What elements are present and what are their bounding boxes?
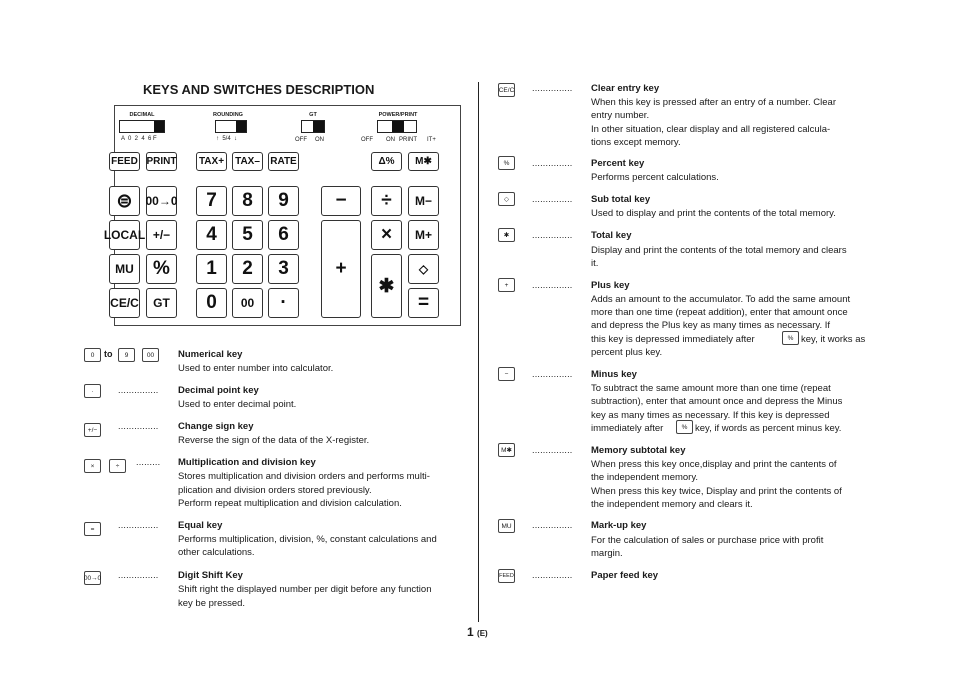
zero-key[interactable]: 0 [196, 288, 227, 318]
rounding-switch-label: ROUNDING [213, 112, 243, 118]
digit-shift-icon: 00→0 [84, 571, 101, 585]
digit-shift-key-desc-2: key be pressed. [178, 598, 246, 609]
memory-subtotal-key-name: Memory subtotal key [591, 445, 686, 456]
total-icon: ✱ [498, 228, 515, 242]
memory-subtotal-desc-3: When press this key twice, Display and print the contents of [591, 486, 842, 497]
tax-minus-key[interactable]: TAX– [232, 152, 263, 171]
digit-shift-key[interactable]: 00→0 [146, 186, 177, 216]
memory-minus-key[interactable]: M− [408, 186, 439, 216]
total-key-name: Total key [591, 230, 632, 241]
subtotal-key[interactable]: ◇ [408, 254, 439, 284]
leader-dots: ............... [532, 570, 573, 580]
section-title: KEYS AND SWITCHES DESCRIPTION [143, 82, 375, 97]
subtotal-key-desc: Used to display and print the contents of the total memory. [591, 208, 836, 219]
decimal-switch-ticks: A 0 2 4 6 F [121, 136, 157, 142]
memory-subtotal-desc-1: When press this key once,display and print the cantents of [591, 459, 837, 470]
minus-icon: − [498, 367, 515, 381]
clear-entry-key-name: Clear entry key [591, 83, 660, 94]
page-number: 1 (E) [467, 625, 488, 639]
minus-key-desc-1: To subtract the same amount more than one time (repeat [591, 383, 831, 394]
leader-dots: ............... [532, 230, 573, 240]
decimal-point-icon: · [84, 384, 101, 398]
plus-icon: + [498, 278, 515, 292]
rounding-switch-ticks: ↑ 5/4 ↓ [216, 136, 238, 142]
paper-feed-key-name: Paper feed key [591, 570, 659, 581]
decimal-key-desc: Used to enter decimal point. [178, 399, 297, 410]
numerical-key-name: Numerical key [178, 349, 243, 360]
power-off-label: OFF [361, 137, 373, 143]
minus-key-desc-3: key as many times as necessary. If this key is depressed [591, 410, 830, 421]
leader-dots: ............... [532, 194, 573, 204]
equal-key[interactable]: = [408, 288, 439, 318]
power-switch-label: POWER/PRINT [378, 112, 418, 118]
calculator-diagram [103, 105, 461, 326]
markup-key-desc-2: margin. [591, 548, 623, 559]
divide-key[interactable]: ÷ [371, 186, 402, 216]
leader-dots: ............... [532, 445, 573, 455]
percent-icon-inline: % [782, 331, 799, 345]
six-key[interactable]: 6 [268, 220, 299, 250]
percent-key[interactable]: % [146, 254, 177, 284]
equal-key-desc-2: other calculations. [178, 547, 255, 558]
decimal-switch-label: DECIMAL [129, 112, 155, 118]
percent-icon-inline: % [676, 420, 693, 434]
column-divider [478, 82, 479, 622]
multiply-icon: × [84, 459, 101, 473]
plus-key-desc-4b: key, it works as [801, 334, 866, 345]
markup-key-name: Mark-up key [591, 520, 647, 531]
local-key[interactable]: LOCAL [109, 220, 140, 250]
paper-feed-icon: FEED [498, 569, 515, 583]
memory-plus-key[interactable]: M+ [408, 220, 439, 250]
decimal-switch[interactable] [119, 120, 165, 133]
clear-entry-desc-2: entry number. [591, 110, 650, 121]
percent-icon: % [498, 156, 515, 170]
minus-key[interactable]: − [321, 186, 361, 216]
gt-off-label: OFF [295, 137, 307, 143]
leader-dots: ............... [532, 369, 573, 379]
nine-icon: 9 [118, 348, 135, 362]
muldiv-key-name: Multiplication and division key [178, 457, 316, 468]
divide-icon: ÷ [109, 459, 126, 473]
equal-icon: = [84, 522, 101, 536]
round-key[interactable]: ⊜ [109, 186, 140, 216]
plus-key-desc-2: more than one time (repeat addition), enter that amount once [591, 307, 848, 318]
plus-key-desc-3: and depress the Plus key as many times as necessary. If [591, 320, 831, 331]
change-sign-icon: +/− [84, 423, 101, 437]
subtotal-key-name: Sub total key [591, 194, 651, 205]
leader-dots: ............... [118, 520, 159, 530]
nine-key[interactable]: 9 [268, 186, 299, 216]
two-key[interactable]: 2 [232, 254, 263, 284]
decimal-key-name: Decimal point key [178, 385, 259, 396]
decimal-point-key[interactable]: · [268, 288, 299, 318]
double-zero-icon: 00 [142, 348, 159, 362]
percent-key-desc: Performs percent calculations. [591, 172, 719, 183]
power-on-label: ON [386, 137, 395, 143]
clear-entry-key[interactable]: CE/C [109, 288, 140, 318]
plus-key-name: Plus key [591, 280, 630, 291]
change-sign-key[interactable]: +/− [146, 220, 177, 250]
memory-subtotal-icon: M✱ [498, 443, 515, 457]
markup-key-desc-1: For the calculation of sales or purchase price with profit [591, 535, 824, 546]
grand-total-key[interactable]: GT [146, 288, 177, 318]
to-text: to [104, 349, 113, 359]
subtotal-icon: ◇ [498, 192, 515, 206]
plus-key-desc-1: Adds an amount to the accumulator. To add the same amount [591, 294, 851, 305]
markup-key[interactable]: MU [109, 254, 140, 284]
minus-key-desc-4a: immediately after [591, 423, 664, 434]
total-key-desc-2: it. [591, 258, 599, 269]
percent-key-name: Percent key [591, 158, 645, 169]
tax-plus-key[interactable]: TAX+ [196, 152, 227, 171]
feed-key[interactable]: FEED [109, 152, 140, 171]
plus-key-desc-5: percent plus key. [591, 347, 663, 358]
leader-dots: ............... [118, 421, 159, 431]
delta-percent-key[interactable]: Δ% [371, 152, 402, 171]
plus-key-desc-4a: this key is depressed immediately after [591, 334, 755, 345]
leader-dots: ............... [532, 280, 573, 290]
plus-key[interactable]: + [321, 220, 361, 318]
leader-dots: ............... [532, 83, 573, 93]
print-key[interactable]: PRINT [146, 152, 177, 171]
leader-dots: ......... [136, 457, 161, 467]
power-print-label: PRINT [399, 137, 417, 143]
zero-icon: 0 [84, 348, 101, 362]
one-key[interactable]: 1 [196, 254, 227, 284]
leader-dots: ............... [118, 570, 159, 580]
double-zero-key[interactable]: 00 [232, 288, 263, 318]
leader-dots: ............... [532, 520, 573, 530]
equal-key-name: Equal key [178, 520, 223, 531]
leader-dots: ............... [532, 158, 573, 168]
power-itplus-label: IT+ [427, 137, 436, 143]
memory-subtotal-desc-4: the independent memory and clears it. [591, 499, 753, 510]
memory-subtotal-desc-2: the independent memory. [591, 472, 699, 483]
rate-key[interactable]: RATE [268, 152, 299, 171]
leader-dots: ............... [118, 385, 159, 395]
equal-key-desc-1: Performs multiplication, division, %, constant calculations and [178, 534, 437, 545]
minus-key-name: Minus key [591, 369, 637, 380]
four-key[interactable]: 4 [196, 220, 227, 250]
multiply-key[interactable]: × [371, 220, 402, 250]
digit-shift-key-desc-1: Shift right the displayed number per digit before any function [178, 584, 432, 595]
muldiv-key-desc-1: Stores multiplication and division orders and performs multi- [178, 471, 430, 482]
five-key[interactable]: 5 [232, 220, 263, 250]
digit-shift-key-name: Digit Shift Key [178, 570, 243, 581]
clear-entry-desc-1: When this key is pressed after an entry of a number. Clear [591, 97, 837, 108]
total-key-desc-1: Display and print the contents of the total memory and clears [591, 245, 847, 256]
gt-on-label: ON [315, 137, 324, 143]
gt-switch[interactable] [301, 120, 325, 133]
muldiv-key-desc-3: Perform repeat multiplication and division calculation. [178, 498, 402, 509]
three-key[interactable]: 3 [268, 254, 299, 284]
gt-switch-label: GT [309, 112, 317, 118]
clear-entry-desc-3: In other situation, clear display and all registered calcula- [591, 124, 831, 135]
eight-key[interactable]: 8 [232, 186, 263, 216]
seven-key[interactable]: 7 [196, 186, 227, 216]
change-sign-key-name: Change sign key [178, 421, 254, 432]
minus-key-desc-4b: key, if words as percent minus key. [695, 423, 842, 434]
muldiv-key-desc-2: plication and division orders stored previously. [178, 485, 372, 496]
clear-entry-icon: CE/C [498, 83, 515, 97]
power-switch[interactable] [377, 120, 417, 133]
numerical-key-desc: Used to enter number into calculator. [178, 363, 334, 374]
markup-icon: MU [498, 519, 515, 533]
minus-key-desc-2: subtraction), enter that amount once and depress the Minus [591, 396, 843, 407]
total-key[interactable]: ✱ [371, 254, 402, 318]
memory-subtotal-key[interactable]: M✱ [408, 152, 439, 171]
rounding-switch[interactable] [215, 120, 247, 133]
clear-entry-desc-4: tions except memory. [591, 137, 681, 148]
change-sign-key-desc: Reverse the sign of the data of the X-register. [178, 435, 370, 446]
